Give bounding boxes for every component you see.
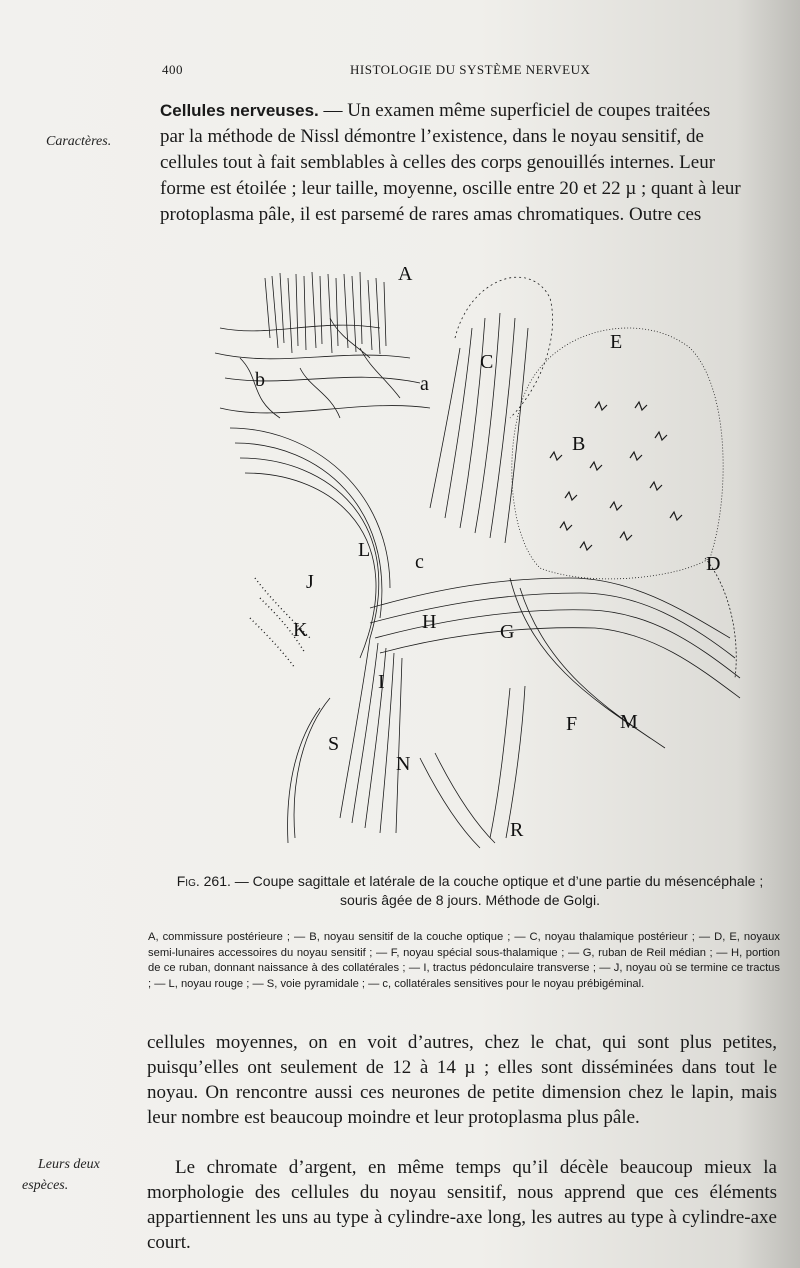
running-title: HISTOLOGIE DU SYSTÈME NERVEUX [350,62,591,77]
label-E: E [610,331,623,353]
histology-figure [210,258,750,858]
running-header [0,62,800,82]
label-R: R [510,819,524,841]
nucleus-b-outline [512,328,723,579]
figure-drawing [215,272,740,848]
label-J: J [306,571,314,593]
figure-legend: A, commissure postérieure ; — B, noyau sensitif de la couche optique ; — C, noyau thalamique postérieur ; — D, E, noyaux semi-lunaires accessoires du noyau sensitif ; — F, noyau spécial sous-thalamique ; — G, ruban de Reil médian ; — H, portion de ce ruban, donnant naissance à des collatérales ; — I, tractus pédonculaire transverse ; — J, noyau où se termine ce tractus ; — L, noyau rouge ; — S, voie pyramidale ; — c, collatérales sensitives pour le noyau prébigéminal. [148,931,780,990]
paragraph-line: protoplasma pâle, il est parsemé de rares amas chromatiques. Outre ces [160,204,702,225]
label-c: c [415,551,424,573]
commissure-fibers [215,272,430,418]
label-C: C [480,351,494,373]
margin-note-especes: espèces. [22,1178,69,1193]
paragraph-cellules-nerveuses [160,98,780,228]
margin-note-leurs-deux: Leurs deux [38,1157,100,1172]
paragraph-chromate [147,1155,777,1255]
figure-number: Fig. 261. [176,873,231,889]
figure-labels [255,263,720,841]
label-H: H [422,611,437,633]
paragraph-line: cellules tout à fait semblables à celles des corps genouillés internes. Leur [160,152,716,173]
paragraph-cellules-moyennes: cellules moyennes, on en voit d’autres, chez le chat, qui sont plus petites, puisqu’elles ont seulement de 12 à 14 µ ; elles sont disséminées dans tout le noyau. On rencontre aussi ces neurones de petite dimension chez le lapin, mais leur nombre est beaucoup moindre et leur protoplasma plus pâle. [147,1032,777,1128]
label-B: B [572,433,586,455]
nucleus-b-cells [550,402,682,550]
label-a: a [420,373,429,395]
label-G: G [500,621,515,643]
label-I: I [378,671,385,693]
nucleus-c-fibers [430,313,528,543]
section-lead: Cellules nerveuses. [160,101,319,120]
figure-caption [175,872,765,910]
label-b: b [255,369,265,391]
pyramidal-fibers [288,638,525,848]
paragraph-text: Le chromate d’argent, en même temps qu’il décèle beaucoup mieux la morphologie des cellules du noyau sensitif, nous apprend que ces éléments appartiennent les uns au type à cylindre-axe long, les autres au type à cylindre-axe court. [147,1157,777,1253]
page-number: 400 [162,62,183,77]
paragraph-line: — Un examen même superficiel de coupes traitées [323,100,711,121]
label-N: N [396,753,411,775]
label-K: K [293,619,308,641]
label-F: F [566,713,578,735]
label-L: L [358,539,371,561]
label-D: D [706,553,721,575]
label-M: M [620,711,638,733]
margin-note-caracteres: Caractères. [46,134,112,149]
caption-text: — Coupe sagittale et latérale de la couche optique et d’une partie du mésencéphale ; souris âgée de 8 jours. Méthode de Golgi. [234,873,764,908]
label-S: S [328,733,340,755]
paragraph-line: forme est étoilée ; leur taille, moyenne, oscille entre 20 et 22 µ ; quant à leur [160,178,741,199]
paragraph-line: par la méthode de Nissl démontre l’existence, dans le noyau sensitif, de [160,126,704,147]
label-A: A [398,263,413,285]
